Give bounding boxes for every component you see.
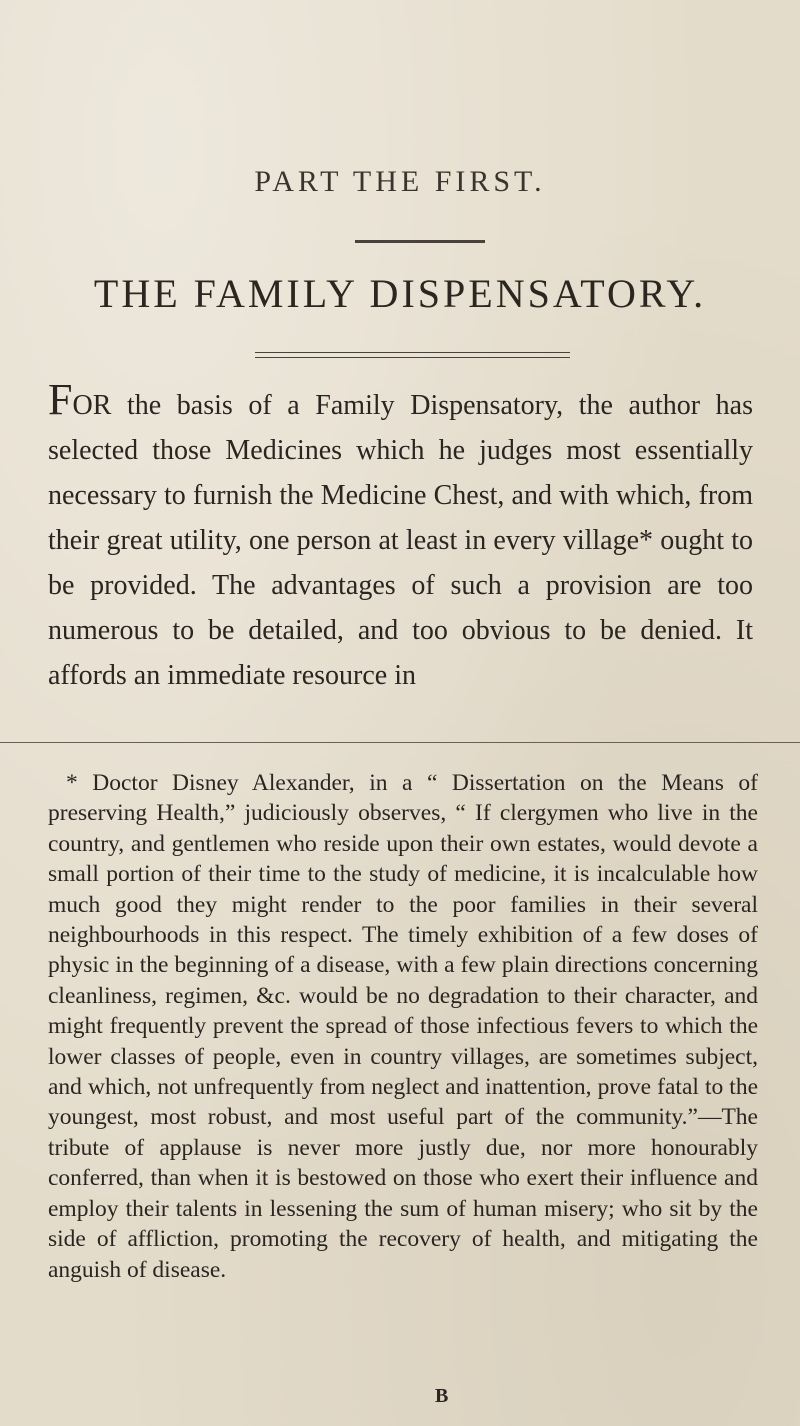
body-paragraph-text: the basis of a Family Dispensatory, the author has selected those Medicines which he judges most essentially necessary to furnish the Medicine Chest, and with which, from their great utility, one person at least in every village* ought to be provided. The advantages of such a provision are too numerous to be detailed, and too obvious to be denied. It affords an immediate resource in (48, 390, 753, 691)
double-rule (255, 352, 570, 358)
footnote-text: Doctor Disney Alexander, in a “ Dissertation on the Means of preserving Health,” judiciously observes, “ If clergymen who live in the country, and gentlemen who reside upon their own estates, would devote a small portion of their time to the study of medicine, it is incalculable how much good they might render to the poor families in their several neighbourhoods in this respect. The timely exhibition of a few doses of physic in the beginning of a disease, with a few plain directions concerning cleanliness, regimen, &c. would be no degradation to their character, and might frequently prevent the spread of those infectious fevers to which the lower classes of people, even in country villages, are sometimes subject, and which, not unfrequently from neglect and inattention, prove fatal to the youngest, most robust, and most useful part of the community.”—The tribute of applause is never more justly due, nor more honourably conferred, than when it is bestowed on those who exert their influence and employ their talents in lessening the sum of human misery; who sit by the side of affliction, promoting the recovery of health, and mitigating the anguish of disease. (48, 770, 758, 1283)
body-paragraph (48, 375, 753, 698)
small-caps-lead: OR (72, 390, 112, 421)
footnote (48, 768, 758, 1285)
signature-mark: B (435, 1385, 449, 1407)
footnote-divider (0, 742, 800, 743)
ornamental-rule (355, 240, 485, 243)
drop-cap: F (48, 375, 73, 424)
footnote-marker: * (66, 770, 78, 796)
chapter-title: THE FAMILY DISPENSATORY. (93, 271, 707, 316)
part-title: PART THE FIRST. (254, 165, 546, 198)
